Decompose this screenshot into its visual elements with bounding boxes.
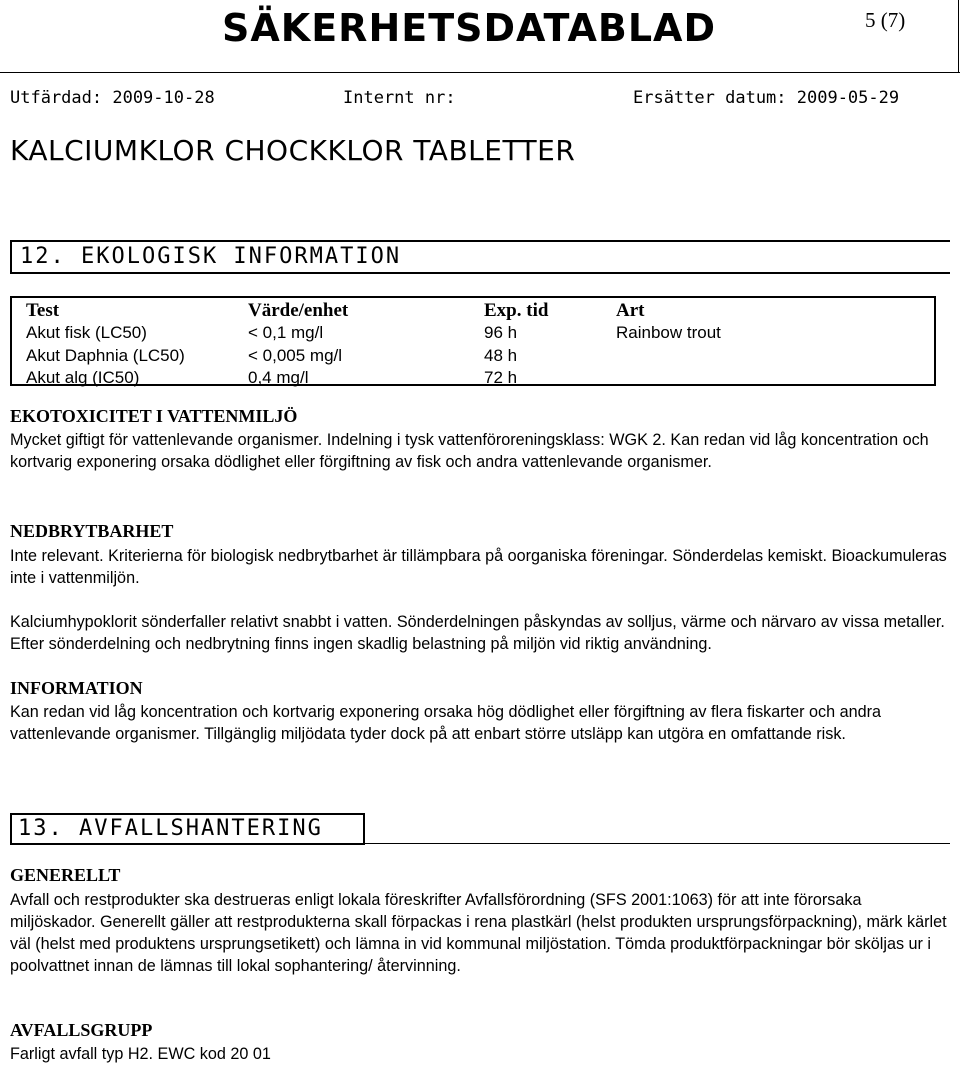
table-cell: < 0,005 mg/l: [248, 346, 343, 365]
section-12-header: [10, 240, 950, 274]
table-cell: 48 h: [484, 346, 518, 365]
column-header-value: Värde/enhet: [248, 300, 349, 321]
general-heading: GENERELLT: [10, 865, 121, 885]
product-name: KALCIUMKLOR CHOCKKLOR TABLETTER: [10, 134, 576, 167]
column-header-species: Art: [616, 300, 645, 321]
ecotox-heading: EKOTOXICITET I VATTENMILJÖ: [10, 406, 298, 426]
column-header-exposure: Exp. tid: [484, 300, 549, 321]
degradability-text-2: Kalciumhypoklorit sönderfaller relativt snabbt i vatten. Sönderdelningen påskyndas av solljus, värme och närvaro av vissa metaller. Efter sönderdelning och nedbrytning finns ingen skadlig belastning på miljön vid riktig användning.: [10, 613, 945, 653]
page-number: 5 (7): [865, 8, 906, 32]
degradability-text: Inte relevant. Kriterierna för biologisk nedbrytbarhet är tillämpbara på oorganiska föreningar. Sönderdelas kemiskt. Bioackumuleras inte i vattenmiljön.: [10, 547, 947, 587]
waste-group-text: Farligt avfall typ H2. EWC kod 20 01: [10, 1045, 271, 1063]
document-title: SÄKERHETSDATABLAD: [222, 6, 717, 50]
column-header-test: Test: [26, 300, 60, 321]
table-cell: Akut alg (IC50): [26, 368, 140, 387]
table-cell: Rainbow trout: [616, 323, 721, 342]
table-cell: 72 h: [484, 368, 518, 387]
table-cell: 96 h: [484, 323, 518, 342]
table-cell: Akut Daphnia (LC50): [26, 346, 185, 365]
table-cell: 0,4 mg/l: [248, 368, 309, 387]
section-13-header: [10, 813, 365, 845]
ecotox-text: Mycket giftigt för vattenlevande organismer. Indelning i tysk vattenföroreningsklass: WGK 2. Kan redan vid låg koncentration och kortvarig exponering orsaka dödlighet eller förgiftning av fisk och andra vattenlevande organismer.: [10, 431, 929, 471]
information-text: Kan redan vid låg koncentration och kortvarig exponering orsaka hög dödlighet eller förgiftning av flera fiskarter och andra vattenlevande organismer. Tillgänglig miljödata tyder dock på att enbart större utsläpp kan utgöra en omfattande risk.: [10, 703, 882, 743]
general-text: Avfall och restprodukter ska destrueras enligt lokala föreskrifter Avfallsförordning (SFS 2001:1063) för att inte förorsaka miljöskador. Generellt gäller att restprodukterna skall förpackas i rena plastkärl (helst produkten ursprungsförpackning), märk kärlet väl (helst med produktens ursprungsetikett) och lämna in vid kommunal miljöstation. Tömda produktförpackningar bör sköljas ur i poolvattnet innan de lämnas till lokal sophantering/ återvinning.: [10, 891, 947, 975]
section-13-rule: [365, 843, 950, 844]
section-12-title: 12. EKOLOGISK INFORMATION: [20, 244, 402, 269]
degradability-heading: NEDBRYTBARHET: [10, 521, 174, 541]
section-13-title: 13. AVFALLSHANTERING: [18, 816, 323, 841]
issued-date: Utfärdad: 2009-10-28: [10, 88, 215, 108]
title-border-right: [958, 0, 959, 73]
internal-number: Internt nr:: [343, 88, 456, 108]
replaces-date: Ersätter datum: 2009-05-29: [633, 88, 900, 108]
table-cell: Akut fisk (LC50): [26, 323, 147, 342]
information-heading: INFORMATION: [10, 678, 143, 698]
waste-group-heading: AVFALLSGRUPP: [10, 1020, 153, 1040]
title-divider: [0, 72, 960, 73]
table-cell: < 0,1 mg/l: [248, 323, 324, 342]
ecotox-table: [10, 296, 936, 386]
